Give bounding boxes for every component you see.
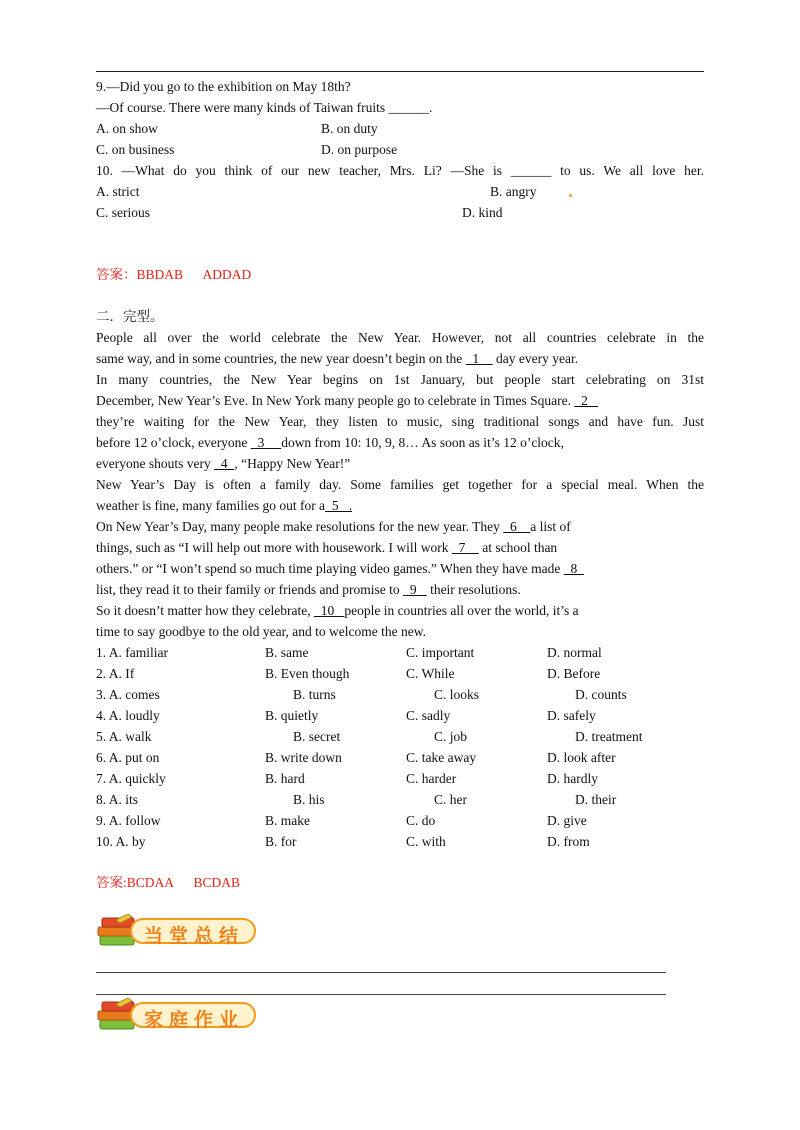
passage-line: So it doesn’t matter how they celebrate, 10 people in countries all over the world, it’s a [96,603,579,618]
answer-value: BCDAA BCDAB [126,875,241,890]
choice-5-b: B. secret [293,729,341,744]
q10-option-b: B. angry [490,184,537,199]
section-heading: 二．完型。 [96,309,164,324]
blank-7: 7 [451,540,479,555]
answer-label: 答案： [96,267,137,282]
choice-9-d: D. give [547,813,587,828]
q10-option-a: A. strict [96,184,140,199]
choice-3-b: B. turns [293,687,336,702]
choice-3-a: 3. A. comes [96,687,160,702]
choice-6-d: D. look after [547,750,616,765]
passage-line: weather is fine, many families go out for a 5 . [96,498,353,513]
choice-5-a: 5. A. walk [96,729,152,744]
homework-title: 家庭作业 [144,1009,245,1031]
q9-option-a: A. on show [96,121,158,136]
choice-4-d: D. safely [547,708,596,723]
passage-line: On New Year’s Day, many people make resolutions for the new year. They 6 a list of [96,519,571,534]
choice-6-c: C. take away [406,750,477,765]
summary-line [96,994,666,995]
choice-9-c: C. do [406,813,436,828]
choice-10-a: 10. A. by [96,834,146,849]
choice-5-d: D. treatment [575,729,643,744]
passage-line: same way, and in some countries, the new year doesn’t begin on the 1 day every year. [96,351,579,366]
choice-1-d: D. normal [547,645,602,660]
choice-1-b: B. same [265,645,309,660]
choice-3-d: D. counts [575,687,627,702]
choice-5-c: C. job [434,729,468,744]
blank-8: 8 [563,561,584,576]
passage-line: things, such as “I will help out more with housework. I will work 7 at school than [96,540,558,555]
choice-2-d: D. Before [547,666,601,681]
choice-8-a: 8. A. its [96,792,139,807]
homework-badge [96,998,262,1038]
q9-option-c: C. on business [96,142,175,157]
blank-10: 10 [313,603,345,618]
passage-line: In many countries, the New Year begins on 1st January, but people start celebrating on 31st [96,372,704,387]
q9-option-b: B. on duty [321,121,378,136]
passage-line: list, they read it to their family or friends and promise to 9 their resolutions. [96,582,521,597]
blank-6: 6 [503,519,531,534]
q10-option-d: D. kind [462,205,503,220]
passage-line: time to say goodbye to the old year, and to welcome the new. [96,624,426,639]
stray-dot [569,194,572,197]
choice-1-c: C. important [406,645,475,660]
passage-line: December, New Year’s Eve. In New York many people go to celebrate in Times Square. 2 [96,393,598,408]
summary-badge [96,914,262,954]
choice-4-a: 4. A. loudly [96,708,160,723]
choice-1-a: 1. A. familiar [96,645,168,660]
passage-line: they’re waiting for the New Year, they listen to music, sing traditional songs and have fun. Just [96,414,704,429]
choice-7-b: B. hard [265,771,305,786]
answer-label: 答案: [96,875,127,890]
blank-2: 2 [574,393,598,408]
summary-line [96,972,666,973]
choice-6-a: 6. A. put on [96,750,160,765]
passage-line: New Year’s Day is often a family day. Some families get together for a special meal. When the [96,477,704,492]
blank-9: 9 [403,582,427,597]
choice-8-d: D. their [575,792,617,807]
answer-value: BBDAB ADDAD [136,267,252,282]
q9-stem: 9.—Did you go to the exhibition on May 18th? [96,79,351,94]
choice-6-b: B. write down [265,750,342,765]
answer-key-2 [96,873,240,893]
choice-9-a: 9. A. follow [96,813,161,828]
choice-2-b: B. Even though [265,666,350,681]
q9-option-d: D. on purpose [321,142,398,157]
top-rule [96,71,704,72]
choice-2-c: C. While [406,666,455,681]
summary-title: 当堂总结 [144,925,245,947]
choice-9-b: B. make [265,813,310,828]
choice-8-c: C. her [434,792,467,807]
q9-line2: —Of course. There were many kinds of Taiwan fruits ______. [96,100,433,115]
blank-1: 1 [465,351,493,366]
passage-line: People all over the world celebrate the New Year. However, not all countries celebrate in the [96,330,704,345]
passage-line: before 12 o’clock, everyone 3 down from 10: 10, 9, 8… As soon as it’s 12 o’clock, [96,435,564,450]
choice-4-b: B. quietly [265,708,319,723]
choice-8-b: B. his [293,792,325,807]
answer-key-1 [96,265,251,285]
choice-4-c: C. sadly [406,708,451,723]
choice-2-a: 2. A. If [96,666,135,681]
choice-7-a: 7. A. quickly [96,771,166,786]
choice-3-c: C. looks [434,687,480,702]
q10-stem: 10. —What do you think of our new teacher, Mrs. Li? —She is ______ to us. We all love her. [96,163,704,178]
passage-line: everyone shouts very 4 , “Happy New Year!” [96,456,351,471]
choice-7-d: D. hardly [547,771,598,786]
choice-7-c: C. harder [406,771,457,786]
choice-10-d: D. from [547,834,590,849]
choice-10-c: C. with [406,834,446,849]
passage-line: others.” or “I won’t spend so much time playing video games.” When they have made 8 [96,561,584,576]
blank-4: 4 [214,456,235,471]
choice-10-b: B. for [265,834,297,849]
blank-5: 5 . [325,498,353,513]
blank-3: 3 [250,435,282,450]
q10-option-c: C. serious [96,205,150,220]
